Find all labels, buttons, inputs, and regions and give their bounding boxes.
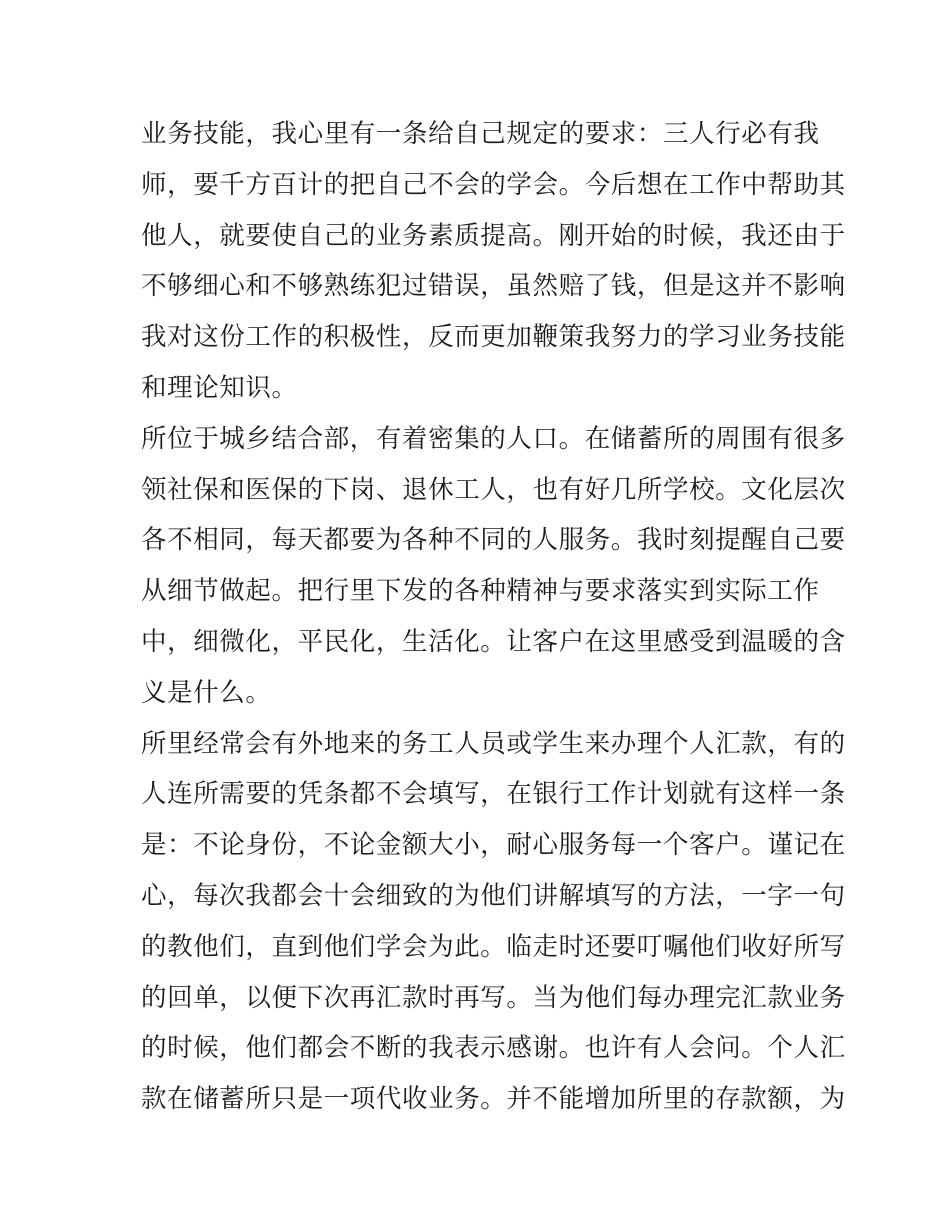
text-line: 是：不论身份，不论金额大小，耐心服务每一个客户。谨记在	[141, 830, 846, 861]
text-line: 和理论知识。	[141, 372, 298, 403]
text-line: 的教他们，直到他们学会为此。临走时还要叮嘱他们收好所写	[141, 931, 846, 962]
text-line: 从细节做起。把行里下发的各种精神与要求落实到实际工作	[141, 576, 820, 607]
text-line: 的回单，以便下次再汇款时再写。当为他们每办理完汇款业务	[141, 982, 846, 1013]
text-line: 义是什么。	[141, 677, 272, 708]
text-line: 他人，就要使自己的业务素质提高。刚开始的时候，我还由于	[141, 220, 846, 251]
text-line: 各不相同，每天都要为各种不同的人服务。我时刻提醒自己要	[141, 525, 846, 556]
text-line: 领社保和医保的下岗、退休工人，也有好几所学校。文化层次	[141, 474, 846, 505]
text-line: 人连所需要的凭条都不会填写，在银行工作计划就有这样一条	[141, 779, 846, 810]
text-line: 所位于城乡结合部，有着密集的人口。在储蓄所的周围有很多	[141, 423, 846, 454]
text-line: 不够细心和不够熟练犯过错误，虽然赔了钱，但是这并不影响	[141, 271, 846, 302]
text-line: 中，细微化，平民化，生活化。让客户在这里感受到温暖的含	[141, 626, 846, 657]
text-line: 所里经常会有外地来的务工人员或学生来办理个人汇款，有的	[141, 728, 846, 759]
text-line: 我对这份工作的积极性，反而更加鞭策我努力的学习业务技能	[141, 322, 846, 353]
text-line: 师，要千方百计的把自己不会的学会。今后想在工作中帮助其	[141, 169, 846, 200]
text-line: 的时候，他们都会不断的我表示感谢。也许有人会问。个人汇	[141, 1033, 846, 1064]
text-line: 款在储蓄所只是一项代收业务。并不能增加所里的存款额，为	[141, 1084, 846, 1115]
body-text	[141, 109, 846, 1125]
text-line: 业务技能，我心里有一条给自己规定的要求：三人行必有我	[141, 119, 820, 149]
text-line: 心，每次我都会十会细致的为他们讲解填写的方法，一字一句	[141, 880, 846, 911]
